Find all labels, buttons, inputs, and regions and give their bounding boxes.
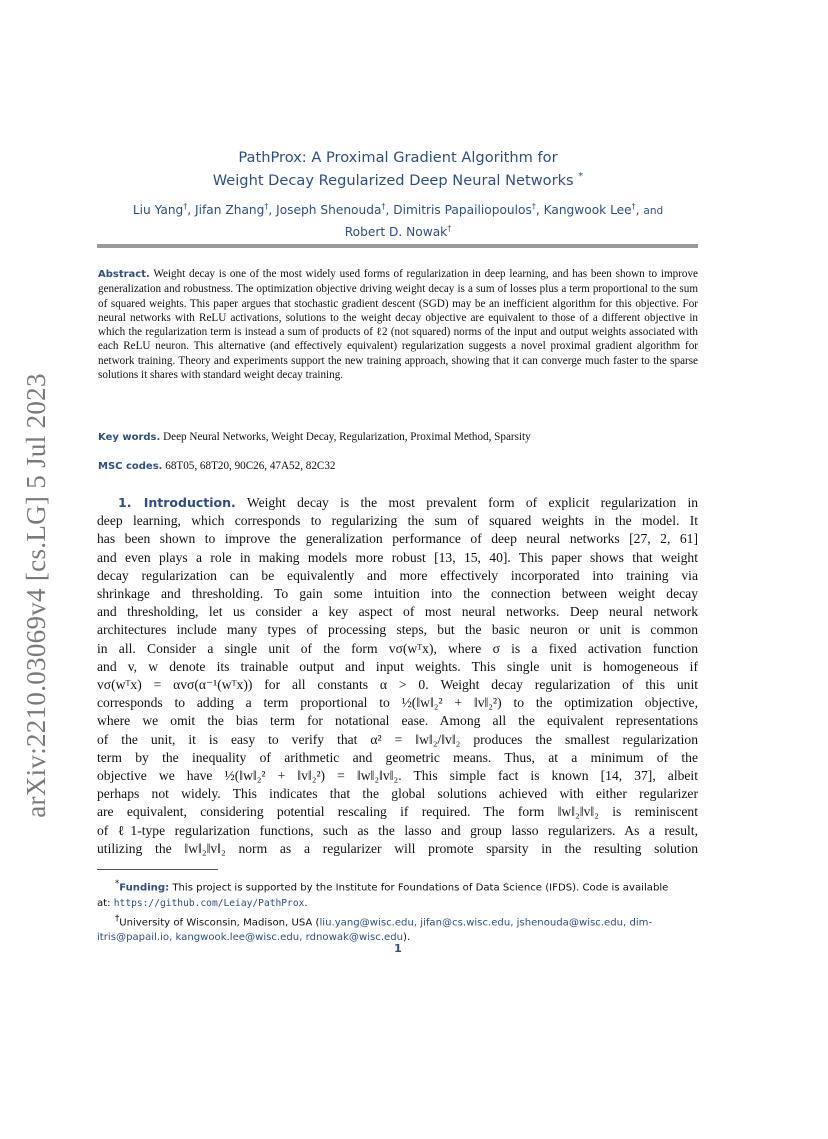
- intro-line: [97, 494, 698, 512]
- intro-line: deep learning, which corresponds to regularizing the sum of squared weights in the model. It: [97, 513, 698, 529]
- intro-line: of the unit, it is easy to verify that α² = ‖w‖₂/‖v‖₂ produces the smallest regularization: [97, 731, 698, 747]
- section-heading: 1. Introduction.: [118, 495, 236, 510]
- msc-codes: [98, 460, 698, 472]
- funding-at: at:: [97, 897, 111, 909]
- title-line-2: [98, 167, 698, 190]
- intro-line: perhaps not widely. This indicates that the global solutions achieved with either regularizer: [97, 786, 698, 802]
- abstract: [98, 267, 698, 382]
- funding-footnote-cont: at: https://github.com/Leiay/PathProx.: [97, 897, 308, 909]
- msc-text: 68T05, 68T20, 90C26, 47A52, 82C32: [165, 460, 336, 472]
- intro-line: are equivalent, considering potential rescaling if required. The form ‖w‖₂‖v‖₂ is reminiscent: [97, 804, 698, 820]
- author-name: Joseph Shenouda: [276, 203, 382, 218]
- intro-line: and thresholding, let us consider a key aspect of most neural networks. Deep neural network: [97, 604, 698, 620]
- footnotes: [97, 876, 698, 946]
- affiliation-mark: †: [115, 912, 120, 923]
- funding-mark: *: [115, 878, 120, 888]
- intro-line: architectures include many types of processing steps, but the basic neuron or unit is common: [97, 622, 698, 638]
- intro-line: and v, w denote its trainable output and input weights. This single unit is homogeneous if: [97, 658, 698, 674]
- msc-label: MSC codes.: [98, 461, 163, 472]
- title-line-2-text: Weight Decay Regularized Deep Neural Networks: [212, 171, 574, 189]
- affiliation-close: ).: [403, 932, 411, 944]
- keywords-label: Key words.: [98, 432, 161, 443]
- author-name: Liu Yang: [132, 203, 184, 218]
- code-link[interactable]: https://github.com/Leiay/PathProx: [113, 897, 305, 909]
- author-line-2: [98, 220, 698, 241]
- title-line-1: PathProx: A Proximal Gradient Algorithm for: [238, 149, 558, 166]
- introduction-section: [97, 494, 698, 858]
- intro-line: term by the inequality of arithmetic and geometric means. Thus, at a minimum of the: [97, 749, 698, 765]
- title-footnote-mark: *: [578, 171, 584, 182]
- affiliation-footnote: [97, 911, 698, 931]
- funding-footnote: [97, 876, 698, 896]
- author-name: Kangwook Lee: [543, 203, 632, 218]
- intro-line: in all. Consider a single unit of the form vσ(wᵀx), where σ is a fixed activation function: [97, 640, 698, 656]
- paper-title: [98, 148, 698, 190]
- funding-text: This project is supported by the Institute for Foundations of Data Science (IFDS). Code is available: [172, 882, 669, 894]
- intro-line: utilizing the ‖w‖₂‖v‖₂ norm as a regularizer will promote sparsity in the resulting solution: [97, 840, 698, 856]
- intro-line: and even plays a role in making models more robust [13, 15, 40]. This paper shows that weight: [97, 549, 698, 565]
- page-number: 1: [394, 942, 402, 955]
- email-links[interactable]: liu.yang@wisc.edu, jifan@cs.wisc.edu, jshenouda@wisc.edu, dim-: [319, 917, 653, 929]
- keywords-text: Deep Neural Networks, Weight Decay, Regularization, Proximal Method, Sparsity: [163, 431, 531, 443]
- author-line-1: Liu Yang†, Jifan Zhang†, Joseph Shenouda†, Dimitris Papailiopoulos†, Kangwook Lee†, and: [132, 202, 664, 218]
- intro-line: shrinkage and thresholding. To gain some intuition into the connection between weight decay: [97, 586, 698, 602]
- footnote-rule: [97, 869, 218, 870]
- author-name: Jifan Zhang: [195, 203, 265, 218]
- affiliation-text: University of Wisconsin, Madison, USA (: [119, 917, 320, 929]
- abstract-label: Abstract.: [98, 269, 150, 280]
- dagger-mark: †: [264, 202, 269, 211]
- arxiv-sidebar-stamp: [16, 370, 56, 820]
- arxiv-id: arXiv:2210.03069v4 [cs.LG] 5 Jul 2023: [20, 372, 51, 818]
- intro-line-text: Weight decay is the most prevalent form of explicit regularization in: [246, 495, 699, 510]
- funding-label: Funding:: [119, 882, 170, 894]
- and-word: and: [643, 205, 664, 218]
- intro-line: of ℓ1-type regularization functions, such as the lasso and group lasso regularizers. As a result,: [97, 822, 698, 838]
- dagger-mark: †: [447, 224, 452, 234]
- intro-line: where we omit the bias term for notational ease. Among all the equivalent representations: [97, 713, 698, 729]
- intro-line: decay regularization can be equivalently and more effectively incorporated into training via: [97, 567, 698, 583]
- keywords: [98, 431, 698, 443]
- title-rule: [97, 244, 698, 248]
- abstract-text: Weight decay is one of the most widely used forms of regularization in deep learning, and has been shown to improve generalization and robustness. The optimization objective driving weight decay is a sum of losses plus a term proportional to the sum of squared weights. This paper argues that stochastic gradient descent (SGD) may be an inefficient algorithm for this objective. For neural networks with ReLU activations, solutions to the weight decay objective are equivalent to those of a different objective in which the regularization term is instead a sum of products of ℓ2 (not squared) norms of the input and output weights associated with each ReLU neuron. This alternative (and effectively equivalent) regularization suggests a novel proximal gradient algorithm for network training. Theory and experiments support the new training approach, showing that it can converge much faster to the sparse solutions it shares with standard weight decay training.: [98, 268, 698, 381]
- email-links-cont[interactable]: itris@papail.io, kangwook.lee@wisc.edu, rdnowak@wisc.edu: [97, 932, 404, 944]
- author-name: Robert D. Nowak: [344, 225, 448, 240]
- dagger-mark: †: [183, 202, 188, 211]
- dagger-mark: †: [381, 202, 386, 211]
- dagger-mark: †: [631, 202, 636, 211]
- intro-line: corresponds to adding a term proportional to ½(‖w‖₂² + ‖v‖₂²) to the optimization objective,: [97, 695, 698, 711]
- intro-line: has been shown to improve the generalization performance of deep neural networks [27, 2, 61]: [97, 531, 698, 547]
- dagger-mark: †: [531, 202, 536, 211]
- intro-line: objective we have ½(‖w‖₂² + ‖v‖₂²) = ‖w‖₂‖v‖₂. This simple fact is known [14, 37], albeit: [97, 768, 698, 784]
- intro-line: vσ(wᵀx) = αvσ(α⁻¹(wᵀx)) for all constants α > 0. Weight decay regularization of this unit: [97, 677, 698, 693]
- author-list: [98, 198, 698, 241]
- author-name: Dimitris Papailiopoulos: [393, 203, 532, 218]
